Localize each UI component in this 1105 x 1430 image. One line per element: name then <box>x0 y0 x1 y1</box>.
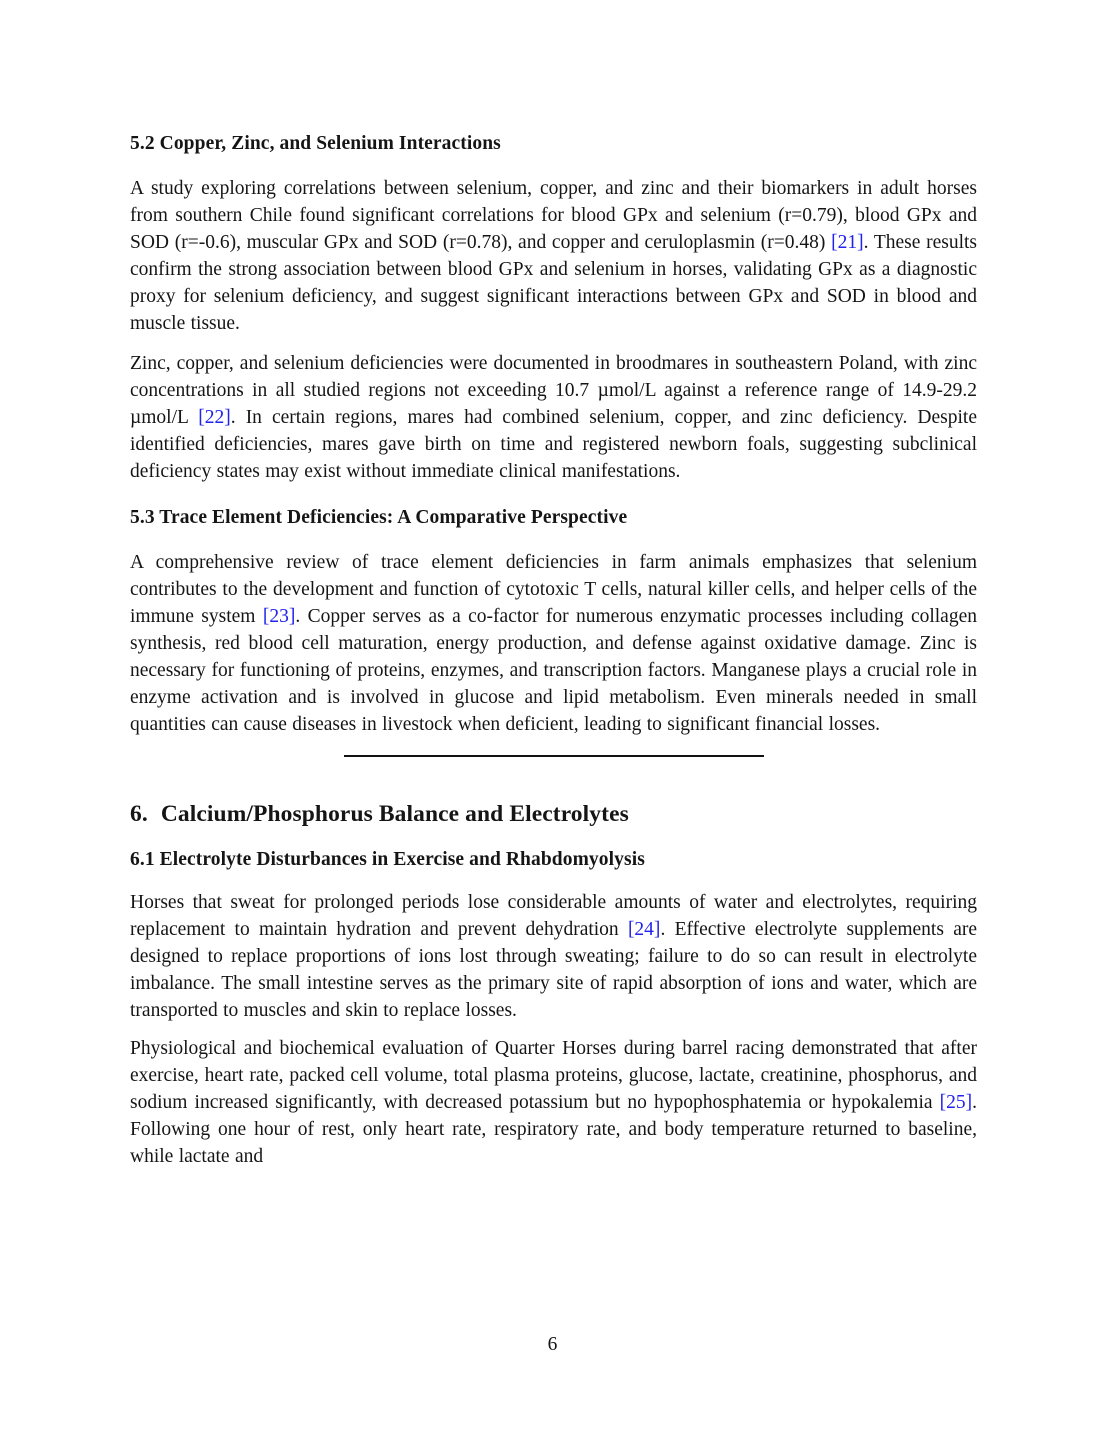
section-heading-6-1: 6.1 Electrolyte Disturbances in Exercise and Rhabdomyolysis <box>130 849 645 870</box>
section-heading-5-2: 5.2 Copper, Zinc, and Selenium Interactions <box>130 133 501 154</box>
paragraph-text: Physiological and biochemical evaluation of Quarter Horses during barrel racing demonstrated that after exercise, heart rate, packed cell volume, total plasma proteins, glucose, lactate, creatinine, phosphorus, and sodium increased significantly, with decreased potassium but no hypophosphatemia or hypokalemia <box>130 1038 977 1113</box>
section-title: Calcium/Phosphorus Balance and Electrolytes <box>160 801 629 827</box>
section-number: 6. <box>130 801 148 827</box>
paragraph-text: . Following one hour of rest, only heart rate, respiratory rate, and body temperature returned to baseline, while lactate and <box>130 1092 977 1167</box>
paragraph-5-3-a <box>130 549 977 738</box>
paragraph-5-2-a <box>130 175 977 337</box>
section-divider <box>344 755 764 757</box>
paragraph-text: A study exploring correlations between selenium, copper, and zinc and their biomarkers in adult horses from southern Chile found significant correlations for blood GPx and selenium (r=0.79), blood GPx and SOD (r=-0.6), muscular GPx and SOD (r=0.78), and copper and ceruloplasmin (r=0.48) <box>130 178 977 253</box>
citation-link-25[interactable]: [25] <box>939 1092 973 1113</box>
paragraph-text: . In certain regions, mares had combined selenium, copper, and zinc deficiency. Despite identified deficiencies, mares gave birth on time and registered newborn foals, suggesting subclinical deficiency states may exist without immediate clinical manifestations. <box>130 407 977 482</box>
paragraph-6-1-b <box>130 1035 977 1170</box>
citation-link-23[interactable]: [23] <box>262 606 296 627</box>
citation-link-22[interactable]: [22] <box>198 407 231 428</box>
paragraph-text: . Effective electrolyte supplements are designed to replace proportions of ions lost through sweating; failure to do so can result in electrolyte imbalance. The small intestine serves as the primary site of rapid absorption of ions and water, which are transported to muscles and skin to replace losses. <box>130 919 977 1021</box>
citation-link-24[interactable]: [24] <box>627 919 661 940</box>
paragraph-text: . These results confirm the strong association between blood GPx and selenium in horses, validating GPx as a diagnostic proxy for selenium deficiency, and suggest significant interactions between GPx and SOD in blood and muscle tissue. <box>130 232 978 334</box>
paragraph-5-2-b <box>130 350 977 485</box>
page-number: 6 <box>547 1334 558 1355</box>
paragraph-text: Zinc, copper, and selenium deficiencies were documented in broodmares in southeastern Poland, with zinc concentrations in all studied regions not exceeding 10.7 µmol/L against a reference range of 14.9-29.2 µmol/L <box>130 353 977 428</box>
section-heading-5-3: 5.3 Trace Element Deficiencies: A Comparative Perspective <box>130 507 628 528</box>
paragraph-text: . Copper serves as a co-factor for numerous enzymatic processes including collagen synthesis, red blood cell maturation, energy production, and defense against oxidative damage. Zinc is necessary for functioning of proteins, enzymes, and transcription factors. Manganese plays a crucial role in enzyme activation and is involved in glucose and lipid metabolism. Even minerals needed in small quantities can cause diseases in livestock when deficient, leading to significant financial losses. <box>130 606 977 735</box>
citation-link-21[interactable]: [21] <box>831 232 864 253</box>
paragraph-text: Horses that sweat for prolonged periods lose considerable amounts of water and electrolytes, requiring replacement to maintain hydration and prevent dehydration <box>130 892 977 940</box>
paragraph-6-1-a <box>130 889 977 1024</box>
section-heading-6 <box>130 800 977 829</box>
paragraph-text: A comprehensive review of trace element deficiencies in farm animals emphasizes that selenium contributes to the development and function of cytotoxic T cells, natural killer cells, and helper cells of the immune system <box>130 552 977 627</box>
